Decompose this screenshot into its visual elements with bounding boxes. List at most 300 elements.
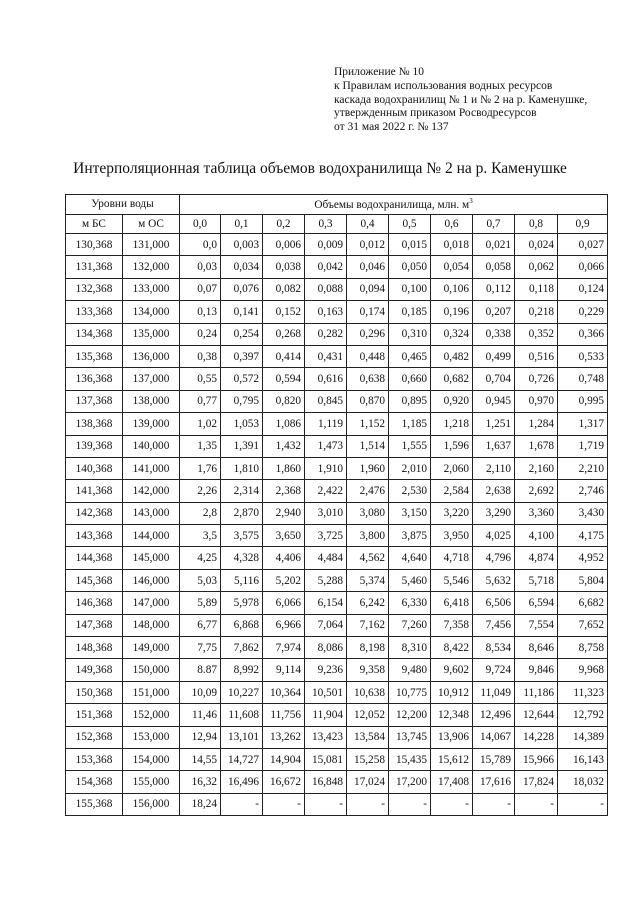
volume-cell: 8,534 <box>473 637 515 659</box>
volume-cell: 0,163 <box>305 301 347 323</box>
volume-cell: 0,066 <box>558 256 608 278</box>
volume-cell: 2,530 <box>389 480 431 502</box>
volume-cell: 17,616 <box>473 771 515 793</box>
volume-cell: 9,480 <box>389 659 431 681</box>
volume-cell: 4,952 <box>558 547 608 569</box>
volume-cell: 0,397 <box>221 345 263 367</box>
volume-cell: 0,499 <box>473 345 515 367</box>
level-os-cell: 153,000 <box>123 726 180 748</box>
level-os-cell: 139,000 <box>123 413 180 435</box>
volume-cell: 0,38 <box>180 345 221 367</box>
level-bs-cell: 130,368 <box>66 234 123 256</box>
volume-cell: - <box>515 793 558 815</box>
volume-cell: 6,868 <box>221 614 263 636</box>
volume-cell: 0,533 <box>558 345 608 367</box>
volume-cell: 5,804 <box>558 569 608 591</box>
volume-cell: 8,198 <box>347 637 389 659</box>
volume-cell: 0,870 <box>347 390 389 412</box>
volume-cell: 0,594 <box>263 368 305 390</box>
volume-cell: 0,516 <box>515 345 558 367</box>
appendix-header <box>334 66 587 135</box>
header-fraction: 0,7 <box>473 214 515 234</box>
volume-cell: 0,704 <box>473 368 515 390</box>
volume-cell: 7,75 <box>180 637 221 659</box>
volume-cell: 4,175 <box>558 525 608 547</box>
volume-cell: 0,100 <box>389 278 431 300</box>
volume-cell: 8,422 <box>431 637 473 659</box>
volume-cell: 3,010 <box>305 502 347 524</box>
volume-cell: 3,875 <box>389 525 431 547</box>
volume-cell: 11,186 <box>515 681 558 703</box>
volume-cell: 16,496 <box>221 771 263 793</box>
volume-cell: 0,970 <box>515 390 558 412</box>
volume-cell: 0,024 <box>515 234 558 256</box>
table-row <box>66 681 608 703</box>
volume-cell: 9,358 <box>347 659 389 681</box>
level-os-cell: 156,000 <box>123 793 180 815</box>
table-row <box>66 234 608 256</box>
level-os-cell: 143,000 <box>123 502 180 524</box>
table-row <box>66 569 608 591</box>
volume-cell: 1,910 <box>305 457 347 479</box>
volume-cell: 9,602 <box>431 659 473 681</box>
volume-cell: 8,086 <box>305 637 347 659</box>
volume-cell: 5,718 <box>515 569 558 591</box>
table-row <box>66 435 608 457</box>
volume-cell: 2,060 <box>431 457 473 479</box>
volume-cell: 14,727 <box>221 748 263 770</box>
volume-cell: 12,348 <box>431 704 473 726</box>
volume-cell: 3,290 <box>473 502 515 524</box>
volume-cell: 4,874 <box>515 547 558 569</box>
level-os-cell: 131,000 <box>123 234 180 256</box>
header-fraction: 0,5 <box>389 214 431 234</box>
volume-cell: 1,119 <box>305 413 347 435</box>
volume-cell: 0,414 <box>263 345 305 367</box>
volume-cell: 2,8 <box>180 502 221 524</box>
volume-cell: 10,775 <box>389 681 431 703</box>
volume-cell: 15,612 <box>431 748 473 770</box>
table-body <box>66 234 608 816</box>
volume-cell: 16,672 <box>263 771 305 793</box>
table-row <box>66 480 608 502</box>
volume-cell: 0,012 <box>347 234 389 256</box>
header-fraction: 0,4 <box>347 214 389 234</box>
volume-cell: 0,082 <box>263 278 305 300</box>
volume-cell: 0,352 <box>515 323 558 345</box>
volume-cell: 0,465 <box>389 345 431 367</box>
level-bs-cell: 142,368 <box>66 502 123 524</box>
appendix-approved-line: утвержденным приказом Росводресурсов <box>334 107 537 120</box>
volume-cell: 6,682 <box>558 592 608 614</box>
volume-cell: 14,55 <box>180 748 221 770</box>
header-fraction: 0,0 <box>180 214 221 234</box>
level-bs-cell: 137,368 <box>66 390 123 412</box>
volume-cell: 15,258 <box>347 748 389 770</box>
volume-cell: 0,920 <box>431 390 473 412</box>
volume-cell: 0,945 <box>473 390 515 412</box>
volume-cell: 4,025 <box>473 525 515 547</box>
table-row <box>66 323 608 345</box>
table-row <box>66 256 608 278</box>
volume-cell: 10,227 <box>221 681 263 703</box>
volume-cell: 16,143 <box>558 748 608 770</box>
level-os-cell: 136,000 <box>123 345 180 367</box>
volume-cell: 0,050 <box>389 256 431 278</box>
volume-cell: 9,846 <box>515 659 558 681</box>
volume-cell: 2,746 <box>558 480 608 502</box>
level-os-cell: 140,000 <box>123 435 180 457</box>
volume-cell: 5,288 <box>305 569 347 591</box>
volume-cell: 2,584 <box>431 480 473 502</box>
volume-cell: 11,049 <box>473 681 515 703</box>
level-bs-cell: 150,368 <box>66 681 123 703</box>
level-os-cell: 152,000 <box>123 704 180 726</box>
volume-cell: 2,010 <box>389 457 431 479</box>
volume-cell: 14,228 <box>515 726 558 748</box>
level-bs-cell: 154,368 <box>66 771 123 793</box>
level-bs-cell: 151,368 <box>66 704 123 726</box>
appendix-number: Приложение № 10 <box>334 66 424 78</box>
volume-cell: 4,484 <box>305 547 347 569</box>
header-level-os: м ОС <box>123 214 180 234</box>
volume-cell: 6,154 <box>305 592 347 614</box>
volume-cell: 5,460 <box>389 569 431 591</box>
level-bs-cell: 134,368 <box>66 323 123 345</box>
volume-cell: 6,966 <box>263 614 305 636</box>
volume-cell: 2,940 <box>263 502 305 524</box>
volume-cell: 2,160 <box>515 457 558 479</box>
volume-cell: 5,03 <box>180 569 221 591</box>
volume-cell: 5,202 <box>263 569 305 591</box>
volume-cell: 0,268 <box>263 323 305 345</box>
volume-cell: 9,236 <box>305 659 347 681</box>
volume-cell: 0,152 <box>263 301 305 323</box>
table-row <box>66 614 608 636</box>
level-bs-cell: 131,368 <box>66 256 123 278</box>
appendix-rules-line: к Правилам использования водных ресурсов <box>334 79 553 92</box>
volume-cell: 0,141 <box>221 301 263 323</box>
volume-cell: 6,77 <box>180 614 221 636</box>
volume-cell: 3,575 <box>221 525 263 547</box>
volume-cell: 1,514 <box>347 435 389 457</box>
volume-cell: 0,55 <box>180 368 221 390</box>
volume-cell: 1,02 <box>180 413 221 435</box>
volume-cell: 1,678 <box>515 435 558 457</box>
table-column-header-row <box>66 214 608 234</box>
volume-cell: 11,323 <box>558 681 608 703</box>
level-os-cell: 148,000 <box>123 614 180 636</box>
volume-cell: 3,725 <box>305 525 347 547</box>
volume-cell: 6,330 <box>389 592 431 614</box>
volume-cell: 0,003 <box>221 234 263 256</box>
volume-cell: 8,310 <box>389 637 431 659</box>
table-row <box>66 413 608 435</box>
volume-cell: 0,038 <box>263 256 305 278</box>
volume-cell: 0,682 <box>431 368 473 390</box>
volume-cell: 1,391 <box>221 435 263 457</box>
header-fraction: 0,2 <box>263 214 305 234</box>
level-os-cell: 137,000 <box>123 368 180 390</box>
table-row <box>66 637 608 659</box>
volume-cell: 0,431 <box>305 345 347 367</box>
table-row <box>66 748 608 770</box>
table-row <box>66 547 608 569</box>
volume-cell: 2,638 <box>473 480 515 502</box>
volume-cell: 7,862 <box>221 637 263 659</box>
level-bs-cell: 153,368 <box>66 748 123 770</box>
table-row <box>66 457 608 479</box>
volume-cell: 4,718 <box>431 547 473 569</box>
volume-cell: 0,616 <box>305 368 347 390</box>
level-bs-cell: 140,368 <box>66 457 123 479</box>
header-fraction: 0,3 <box>305 214 347 234</box>
volume-cell: 0,106 <box>431 278 473 300</box>
volume-cell: 0,310 <box>389 323 431 345</box>
volume-cell: 2,422 <box>305 480 347 502</box>
volume-cell: 0,845 <box>305 390 347 412</box>
volume-cell: 11,608 <box>221 704 263 726</box>
volume-cell: 13,101 <box>221 726 263 748</box>
volume-cell: 12,792 <box>558 704 608 726</box>
level-os-cell: 154,000 <box>123 748 180 770</box>
level-os-cell: 138,000 <box>123 390 180 412</box>
header-fraction: 0,1 <box>221 214 263 234</box>
volume-cell: 2,210 <box>558 457 608 479</box>
level-bs-cell: 146,368 <box>66 592 123 614</box>
volume-cell: 13,906 <box>431 726 473 748</box>
volume-cell: 0,820 <box>263 390 305 412</box>
volume-cell: 1,152 <box>347 413 389 435</box>
volume-cell: 0,795 <box>221 390 263 412</box>
level-os-cell: 147,000 <box>123 592 180 614</box>
volume-cell: 0,018 <box>431 234 473 256</box>
volume-cell: 4,328 <box>221 547 263 569</box>
volume-cell: 1,719 <box>558 435 608 457</box>
volume-cell: 10,638 <box>347 681 389 703</box>
volume-cell: - <box>431 793 473 815</box>
volume-cell: 2,476 <box>347 480 389 502</box>
volume-cell: 15,081 <box>305 748 347 770</box>
volume-cell: 7,358 <box>431 614 473 636</box>
volume-cell: - <box>263 793 305 815</box>
volume-cell: 1,596 <box>431 435 473 457</box>
volume-cell: 13,262 <box>263 726 305 748</box>
volume-cell: 15,966 <box>515 748 558 770</box>
volume-cell: 17,200 <box>389 771 431 793</box>
volume-cell: 7,652 <box>558 614 608 636</box>
level-os-cell: 141,000 <box>123 457 180 479</box>
volume-cell: 0,572 <box>221 368 263 390</box>
volume-cell: 0,034 <box>221 256 263 278</box>
volume-cell: 0,07 <box>180 278 221 300</box>
volume-cell: 0,046 <box>347 256 389 278</box>
volume-cell: 7,260 <box>389 614 431 636</box>
volume-cell: 0,748 <box>558 368 608 390</box>
volume-cell: 12,052 <box>347 704 389 726</box>
table-row <box>66 525 608 547</box>
volume-cell: 5,632 <box>473 569 515 591</box>
volumes-header-text: Объемы водохранилища, млн. м <box>314 199 470 212</box>
volume-cell: 1,35 <box>180 435 221 457</box>
volume-cell: 0,094 <box>347 278 389 300</box>
volume-cell: 0,338 <box>473 323 515 345</box>
volume-cell: - <box>473 793 515 815</box>
level-bs-cell: 149,368 <box>66 659 123 681</box>
volume-cell: 0,027 <box>558 234 608 256</box>
table-row <box>66 390 608 412</box>
volume-cell: 5,374 <box>347 569 389 591</box>
volume-cell: 0,726 <box>515 368 558 390</box>
volume-cell: 0,021 <box>473 234 515 256</box>
volume-cell: 4,25 <box>180 547 221 569</box>
level-os-cell: 150,000 <box>123 659 180 681</box>
volume-cell: 0,324 <box>431 323 473 345</box>
levels-group-header: Уровни воды <box>66 195 180 215</box>
volume-cell: 0,088 <box>305 278 347 300</box>
volume-cell: 13,745 <box>389 726 431 748</box>
level-bs-cell: 132,368 <box>66 278 123 300</box>
level-bs-cell: 138,368 <box>66 413 123 435</box>
level-bs-cell: 141,368 <box>66 480 123 502</box>
volume-cell: 1,473 <box>305 435 347 457</box>
volume-cell: 0,660 <box>389 368 431 390</box>
volume-cell: 4,796 <box>473 547 515 569</box>
volume-cell: 1,860 <box>263 457 305 479</box>
volume-cell: 16,848 <box>305 771 347 793</box>
volume-cell: 9,724 <box>473 659 515 681</box>
volumes-header-unit-sup: 3 <box>469 197 473 206</box>
volume-cell: 0,185 <box>389 301 431 323</box>
document-title: Интерполяционная таблица объемов водохранилища № 2 на р. Каменушке <box>73 160 567 177</box>
volume-cell: 3,5 <box>180 525 221 547</box>
volume-cell: 18,032 <box>558 771 608 793</box>
volume-cell: - <box>347 793 389 815</box>
volume-cell: 6,506 <box>473 592 515 614</box>
volume-cell: 12,496 <box>473 704 515 726</box>
volume-cell: 1,317 <box>558 413 608 435</box>
volume-cell: 7,456 <box>473 614 515 636</box>
volume-cell: 2,26 <box>180 480 221 502</box>
level-bs-cell: 148,368 <box>66 637 123 659</box>
volume-cell: 7,974 <box>263 637 305 659</box>
volume-cell: 0,366 <box>558 323 608 345</box>
level-bs-cell: 135,368 <box>66 345 123 367</box>
level-os-cell: 134,000 <box>123 301 180 323</box>
volume-cell: 10,364 <box>263 681 305 703</box>
volume-cell: 0,112 <box>473 278 515 300</box>
volume-cell: 3,220 <box>431 502 473 524</box>
volume-cell: 3,800 <box>347 525 389 547</box>
volume-cell: 0,995 <box>558 390 608 412</box>
level-os-cell: 146,000 <box>123 569 180 591</box>
volume-cell: 6,594 <box>515 592 558 614</box>
volume-cell: 0,062 <box>515 256 558 278</box>
volume-cell: 0,009 <box>305 234 347 256</box>
volume-cell: 3,080 <box>347 502 389 524</box>
table-group-header-row <box>66 195 608 215</box>
volume-cell: - <box>558 793 608 815</box>
appendix-date-line: от 31 мая 2022 г. № 137 <box>334 121 449 134</box>
level-bs-cell: 143,368 <box>66 525 123 547</box>
volume-cell: 0,282 <box>305 323 347 345</box>
appendix-cascade-line: каскада водохранилищ № 1 и № 2 на р. Каменушке, <box>334 93 588 106</box>
volume-cell: 0,006 <box>263 234 305 256</box>
level-os-cell: 142,000 <box>123 480 180 502</box>
volume-cell: 14,389 <box>558 726 608 748</box>
volume-cell: 7,064 <box>305 614 347 636</box>
volume-cell: 1,810 <box>221 457 263 479</box>
volume-cell: 0,054 <box>431 256 473 278</box>
volume-cell: - <box>305 793 347 815</box>
volume-cell: 15,789 <box>473 748 515 770</box>
volume-cell: 0,296 <box>347 323 389 345</box>
header-fraction: 0,9 <box>558 214 608 234</box>
volume-cell: 6,418 <box>431 592 473 614</box>
volume-cell: - <box>389 793 431 815</box>
volume-cell: 7,162 <box>347 614 389 636</box>
volume-cell: 3,650 <box>263 525 305 547</box>
volume-cell: 0,13 <box>180 301 221 323</box>
volume-cell: 4,640 <box>389 547 431 569</box>
level-os-cell: 149,000 <box>123 637 180 659</box>
volume-cell: 0,448 <box>347 345 389 367</box>
level-bs-cell: 155,368 <box>66 793 123 815</box>
volume-cell: 4,562 <box>347 547 389 569</box>
table-row <box>66 278 608 300</box>
volume-cell: 5,89 <box>180 592 221 614</box>
level-bs-cell: 145,368 <box>66 569 123 591</box>
volume-cell: 7,554 <box>515 614 558 636</box>
volume-cell: 0,207 <box>473 301 515 323</box>
table-row <box>66 659 608 681</box>
volume-cell: 1,637 <box>473 435 515 457</box>
volume-cell: 6,242 <box>347 592 389 614</box>
header-level-bs: м БС <box>66 214 123 234</box>
table-row <box>66 704 608 726</box>
volume-cell: 18,24 <box>180 793 221 815</box>
volume-table <box>65 194 608 816</box>
volume-cell: 0,0 <box>180 234 221 256</box>
volume-cell: 16,32 <box>180 771 221 793</box>
level-bs-cell: 147,368 <box>66 614 123 636</box>
volume-cell: 0,174 <box>347 301 389 323</box>
volume-cell: 13,584 <box>347 726 389 748</box>
volume-cell: 3,150 <box>389 502 431 524</box>
level-os-cell: 145,000 <box>123 547 180 569</box>
volume-cell: 5,116 <box>221 569 263 591</box>
volume-cell: - <box>221 793 263 815</box>
level-os-cell: 135,000 <box>123 323 180 345</box>
header-fraction: 0,8 <box>515 214 558 234</box>
volume-cell: 17,024 <box>347 771 389 793</box>
volume-cell: 14,904 <box>263 748 305 770</box>
table-row <box>66 793 608 815</box>
volume-cell: 0,24 <box>180 323 221 345</box>
table-row <box>66 368 608 390</box>
table-row <box>66 345 608 367</box>
volume-cell: 3,360 <box>515 502 558 524</box>
level-os-cell: 133,000 <box>123 278 180 300</box>
volume-cell: 2,692 <box>515 480 558 502</box>
level-bs-cell: 152,368 <box>66 726 123 748</box>
volume-cell: 1,76 <box>180 457 221 479</box>
volume-cell: 0,895 <box>389 390 431 412</box>
volume-cell: 2,110 <box>473 457 515 479</box>
volume-cell: 8,992 <box>221 659 263 681</box>
volume-cell: 1,284 <box>515 413 558 435</box>
table-row <box>66 726 608 748</box>
